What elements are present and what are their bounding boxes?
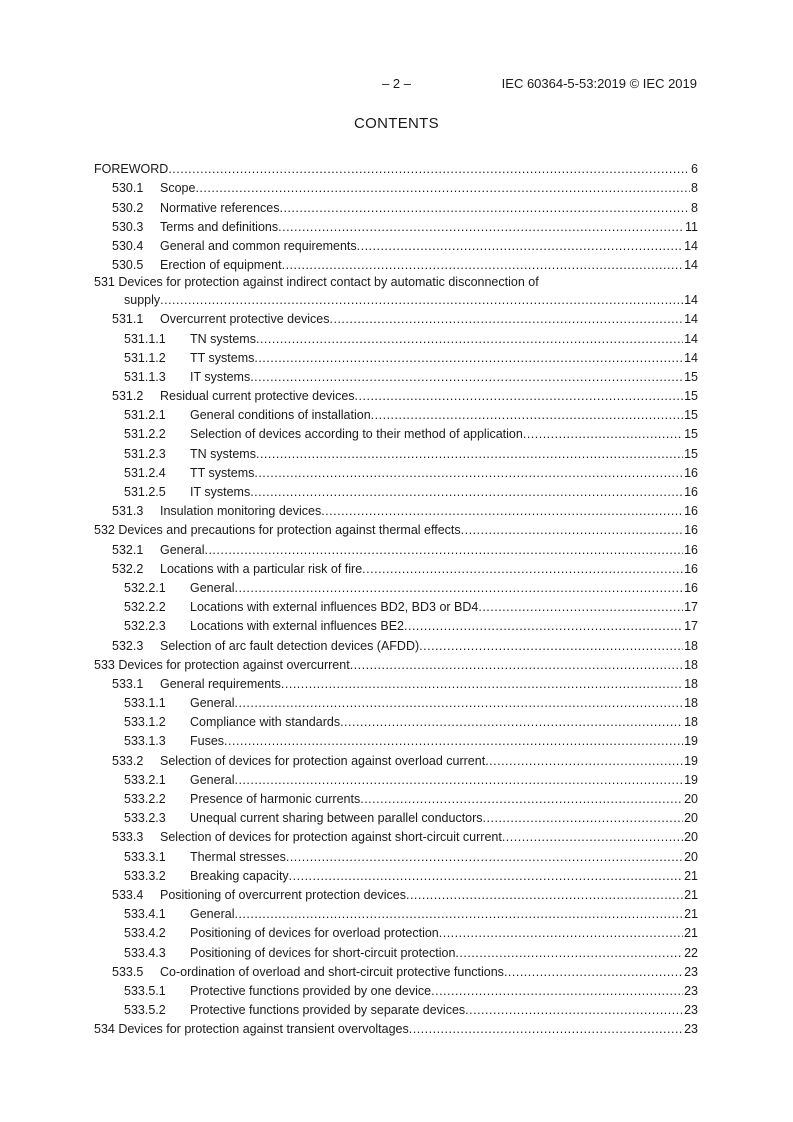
toc-section-number: 531.2.2 bbox=[124, 427, 166, 442]
toc-entry[interactable] bbox=[94, 615, 698, 634]
toc-leader-dots bbox=[278, 220, 684, 235]
toc-section-number: 530.4 bbox=[112, 238, 144, 253]
toc-section-number: 533.1.3 bbox=[124, 734, 166, 749]
toc-leader-dots bbox=[256, 447, 683, 462]
toc-page-number: 16 bbox=[684, 561, 698, 576]
toc-page-number: 14 bbox=[684, 350, 698, 365]
toc-section-number: 533.3 bbox=[112, 830, 144, 845]
toc-section-number: 533.5.2 bbox=[124, 1003, 166, 1018]
toc-page-number: 16 bbox=[684, 485, 698, 499]
toc-entry[interactable] bbox=[94, 769, 698, 788]
toc-entry-title: General and common requirements bbox=[160, 238, 357, 253]
toc-entry-title: General bbox=[190, 696, 235, 711]
toc-entry[interactable] bbox=[94, 500, 698, 519]
toc-leader-dots bbox=[461, 523, 683, 538]
toc-entry[interactable] bbox=[94, 462, 698, 481]
toc-leader-dots bbox=[465, 1003, 683, 1018]
toc-section-number: 532.2.2 bbox=[124, 600, 166, 615]
toc-leader-dots bbox=[330, 312, 684, 327]
toc-entry[interactable] bbox=[94, 749, 698, 768]
toc-leader-dots bbox=[234, 696, 683, 711]
toc-entry-title: Fuses bbox=[190, 734, 225, 749]
toc-section-number: 532.3 bbox=[112, 638, 144, 653]
toc-entry-title: TT systems bbox=[190, 465, 255, 480]
toc-leader-dots bbox=[224, 734, 683, 749]
toc-entry-title: General conditions of installation bbox=[190, 408, 371, 423]
toc-entry-title: Selection of devices for protection against short-circuit current bbox=[160, 830, 502, 845]
toc-entry-title: Locations with a particular risk of fire bbox=[160, 561, 363, 576]
toc-page-number: 21 bbox=[684, 907, 698, 922]
toc-entry[interactable] bbox=[94, 788, 698, 807]
toc-leader-dots bbox=[355, 389, 684, 404]
toc-page-number: 21 bbox=[684, 887, 698, 902]
toc-leader-dots bbox=[360, 792, 683, 807]
toc-entry-title: General requirements bbox=[160, 676, 281, 691]
toc-leader-dots bbox=[406, 888, 683, 903]
toc-page-number: 18 bbox=[684, 715, 698, 730]
toc-page-number: 19 bbox=[684, 753, 698, 768]
toc-section-number: 530.5 bbox=[112, 258, 144, 273]
toc-entry[interactable] bbox=[94, 711, 698, 730]
toc-entry[interactable] bbox=[94, 807, 698, 826]
toc-page-number: 23 bbox=[684, 983, 698, 998]
page-header bbox=[382, 76, 697, 91]
toc-page-number: 15 bbox=[684, 369, 698, 384]
toc-entry-title: Protective functions provided by separate devices bbox=[190, 1003, 466, 1018]
toc-entry[interactable] bbox=[94, 158, 698, 177]
toc-page-number: 17 bbox=[684, 600, 698, 615]
toc-entry-title: Positioning of devices for overload protection bbox=[190, 926, 439, 941]
toc-leader-dots bbox=[478, 600, 683, 615]
toc-entry[interactable] bbox=[94, 481, 698, 500]
toc-entry-title: General bbox=[190, 772, 235, 787]
toc-entry[interactable] bbox=[94, 216, 698, 235]
toc-page-number: 8 bbox=[691, 181, 698, 196]
toc-leader-dots bbox=[504, 965, 683, 980]
toc-entry-title: Selection of devices for protection against overload current bbox=[160, 753, 486, 768]
toc-leader-dots bbox=[409, 1022, 683, 1037]
toc-entry-line bbox=[94, 292, 698, 308]
toc-section-number: 532.2 bbox=[112, 561, 144, 576]
toc-section-number: 533.3.1 bbox=[124, 849, 166, 864]
toc-entry-line: 531 Devices for protection against indirect contact by automatic disconnection of bbox=[94, 275, 539, 290]
toc-section-number: 532.1 bbox=[112, 542, 144, 557]
toc-entry[interactable] bbox=[94, 654, 698, 673]
toc-entry-title: Insulation monitoring devices bbox=[160, 504, 322, 519]
toc-page-number: 16 bbox=[684, 504, 698, 519]
toc-entry-title: TN systems bbox=[190, 331, 256, 346]
toc-entry-title: Compliance with standards bbox=[190, 715, 341, 730]
toc-entry[interactable] bbox=[94, 235, 698, 254]
toc-page-number: 22 bbox=[684, 945, 698, 960]
toc-section-number: 530.1 bbox=[112, 181, 144, 196]
toc-section-number: 531.1.1 bbox=[124, 331, 166, 346]
toc-entry[interactable] bbox=[94, 538, 698, 557]
toc-entry[interactable] bbox=[94, 347, 698, 366]
toc-entry-title: supply bbox=[124, 293, 161, 308]
toc-leader-dots bbox=[160, 293, 683, 308]
toc-entry[interactable] bbox=[94, 941, 698, 960]
toc-leader-dots bbox=[289, 869, 683, 884]
toc-leader-dots bbox=[340, 715, 683, 730]
toc-leader-dots bbox=[371, 408, 683, 423]
toc-leader-dots bbox=[234, 581, 683, 596]
toc-entry-title: Breaking capacity bbox=[190, 868, 289, 883]
toc-page-number: 15 bbox=[684, 446, 698, 461]
toc-entry[interactable] bbox=[94, 1018, 698, 1037]
toc-entry-title: General bbox=[160, 542, 205, 557]
toc-entry-title: 534 Devices for protection against transient overvoltages bbox=[94, 1022, 409, 1037]
toc-page-number: 14 bbox=[684, 331, 698, 346]
toc-section-number: 531.2.4 bbox=[124, 465, 166, 480]
toc-entry[interactable] bbox=[94, 404, 698, 423]
toc-page-number: 20 bbox=[684, 792, 698, 806]
toc-leader-dots bbox=[523, 427, 683, 442]
toc-page-number: 14 bbox=[684, 293, 698, 308]
toc-entry[interactable] bbox=[94, 730, 698, 749]
toc-entry[interactable] bbox=[94, 366, 698, 385]
toc-page-number: 20 bbox=[684, 830, 698, 845]
toc-page-number: 6 bbox=[691, 162, 698, 177]
toc-page-number: 14 bbox=[684, 312, 698, 327]
toc-entry[interactable] bbox=[94, 961, 698, 980]
toc-leader-dots bbox=[281, 677, 683, 692]
toc-entry-title: Erection of equipment bbox=[160, 258, 282, 273]
toc-entry-title: TN systems bbox=[190, 446, 256, 461]
toc-entry[interactable] bbox=[94, 980, 698, 999]
toc-page-number: 8 bbox=[691, 200, 698, 215]
toc-section-number: 533.1 bbox=[112, 676, 144, 691]
toc-entry[interactable] bbox=[94, 558, 698, 577]
toc-section-number: 531.2.3 bbox=[124, 446, 166, 461]
toc-entry-title: Co-ordination of overload and short-circuit protective functions bbox=[160, 964, 504, 979]
toc-page-number: 23 bbox=[684, 1022, 698, 1037]
toc-entry[interactable] bbox=[94, 254, 698, 273]
toc-entry[interactable] bbox=[94, 596, 698, 615]
toc-entry[interactable] bbox=[94, 196, 698, 215]
toc-leader-dots bbox=[254, 351, 683, 366]
toc-page-number: 23 bbox=[684, 1003, 698, 1018]
toc-entry-title: Locations with external influences BD2, BD3 or BD4 bbox=[190, 600, 479, 615]
toc-section-number: 531.2.5 bbox=[124, 485, 166, 499]
toc-leader-dots bbox=[455, 946, 683, 961]
toc-entry-title: Positioning of overcurrent protection devices bbox=[160, 887, 406, 902]
toc-entry-title: Positioning of devices for short-circuit protection bbox=[190, 945, 456, 960]
toc-entry[interactable] bbox=[94, 177, 698, 196]
toc-page-number: 18 bbox=[684, 638, 698, 653]
toc-entry[interactable] bbox=[94, 634, 698, 653]
toc-leader-dots bbox=[439, 926, 683, 941]
toc-leader-dots bbox=[250, 485, 683, 500]
toc-section-number: 530.3 bbox=[112, 219, 144, 234]
toc-page-number: 15 bbox=[684, 389, 698, 404]
toc-page-number: 19 bbox=[684, 772, 698, 787]
toc-entry[interactable] bbox=[94, 826, 698, 845]
toc-page-number: 14 bbox=[684, 258, 698, 273]
toc-page-number: 19 bbox=[684, 734, 698, 749]
toc-entry[interactable] bbox=[94, 903, 698, 922]
toc-entry[interactable] bbox=[94, 327, 698, 346]
toc-leader-dots bbox=[362, 562, 683, 577]
toc-entry-title: General bbox=[190, 580, 235, 595]
toc-page-number: 14 bbox=[684, 238, 698, 253]
table-of-contents bbox=[94, 158, 698, 1037]
toc-entry[interactable] bbox=[94, 519, 698, 538]
toc-leader-dots bbox=[250, 370, 683, 385]
toc-leader-dots bbox=[204, 543, 683, 558]
toc-leader-dots bbox=[234, 907, 683, 922]
toc-entry-title: Presence of harmonic currents bbox=[190, 792, 361, 806]
toc-page-number: 17 bbox=[684, 619, 698, 634]
toc-page-number: 20 bbox=[684, 811, 698, 826]
toc-leader-dots bbox=[357, 239, 683, 254]
toc-entry-title: IT systems bbox=[190, 369, 251, 384]
toc-entry-title: Terms and definitions bbox=[160, 219, 279, 234]
toc-page-number: 11 bbox=[685, 219, 698, 234]
toc-section-number: 533.4.2 bbox=[124, 926, 166, 941]
toc-entry[interactable] bbox=[94, 922, 698, 941]
toc-page-number: 15 bbox=[684, 427, 698, 442]
toc-section-number: 533.5 bbox=[112, 964, 144, 979]
toc-leader-dots bbox=[168, 162, 690, 177]
toc-page-number: 21 bbox=[684, 868, 698, 883]
toc-section-number: 533.2 bbox=[112, 753, 144, 768]
toc-section-number: 531.1.3 bbox=[124, 369, 166, 384]
toc-entry[interactable] bbox=[94, 442, 698, 461]
toc-entry[interactable] bbox=[94, 692, 698, 711]
toc-page-number: 16 bbox=[684, 542, 698, 557]
page-title: CONTENTS bbox=[354, 115, 439, 132]
toc-section-number: 531.1 bbox=[112, 312, 144, 327]
toc-entry[interactable] bbox=[94, 865, 698, 884]
toc-section-number: 533.2.1 bbox=[124, 772, 166, 787]
toc-section-number: 533.1.1 bbox=[124, 696, 166, 711]
toc-leader-dots bbox=[280, 201, 691, 216]
toc-entry[interactable] bbox=[94, 673, 698, 692]
toc-section-number: 533.5.1 bbox=[124, 983, 166, 998]
toc-entry-title: TT systems bbox=[190, 350, 255, 365]
toc-entry-title: Locations with external influences BE2 bbox=[190, 619, 405, 634]
toc-entry[interactable] bbox=[94, 577, 698, 596]
toc-entry-title: Protective functions provided by one device bbox=[190, 983, 432, 998]
document-id: IEC 60364-5-53:2019 © IEC 2019 bbox=[501, 76, 697, 91]
toc-section-number: 533.4.1 bbox=[124, 907, 166, 922]
toc-leader-dots bbox=[502, 830, 683, 845]
toc-page-number: 18 bbox=[684, 657, 698, 672]
toc-page-number: 23 bbox=[684, 964, 698, 979]
toc-page-number: 18 bbox=[684, 696, 698, 711]
toc-entry-title: General bbox=[190, 907, 235, 922]
toc-section-number: 531.2.1 bbox=[124, 408, 166, 423]
toc-leader-dots bbox=[234, 773, 683, 788]
toc-section-number: 531.2 bbox=[112, 389, 144, 404]
toc-leader-dots bbox=[404, 619, 683, 634]
toc-leader-dots bbox=[419, 639, 683, 654]
toc-entry[interactable] bbox=[94, 884, 698, 903]
toc-section-number: 533.2.2 bbox=[124, 792, 166, 806]
toc-entry-title: Unequal current sharing between parallel conductors bbox=[190, 811, 483, 826]
toc-leader-dots bbox=[286, 850, 683, 865]
page-number: – 2 – bbox=[382, 76, 411, 91]
toc-entry-title: Residual current protective devices bbox=[160, 389, 355, 404]
toc-page-number: 15 bbox=[684, 408, 698, 423]
toc-entry-title: FOREWORD bbox=[94, 162, 169, 177]
toc-entry-title: 533 Devices for protection against overcurrent bbox=[94, 657, 350, 672]
toc-entry-title: Scope bbox=[160, 181, 196, 196]
toc-section-number: 531.3 bbox=[112, 504, 144, 519]
toc-leader-dots bbox=[483, 811, 684, 826]
toc-section-number: 531.1.2 bbox=[124, 350, 166, 365]
toc-leader-dots bbox=[485, 754, 683, 769]
toc-section-number: 533.4.3 bbox=[124, 945, 166, 960]
toc-leader-dots bbox=[321, 504, 683, 519]
toc-page-number: 16 bbox=[684, 465, 698, 480]
toc-leader-dots bbox=[195, 181, 690, 196]
toc-entry[interactable] bbox=[94, 308, 698, 327]
toc-leader-dots bbox=[254, 466, 683, 481]
toc-section-number: 533.2.3 bbox=[124, 811, 166, 826]
toc-entry-title: 532 Devices and precautions for protection against thermal effects bbox=[94, 523, 461, 538]
toc-entry-title: Selection of devices according to their method of application bbox=[190, 427, 523, 442]
toc-entry[interactable] bbox=[94, 385, 698, 404]
toc-entry[interactable] bbox=[94, 845, 698, 864]
toc-page-number: 21 bbox=[684, 926, 698, 941]
toc-entry-title: Selection of arc fault detection devices (AFDD) bbox=[160, 638, 420, 653]
toc-section-number: 533.4 bbox=[112, 887, 144, 902]
toc-entry-title: IT systems bbox=[190, 485, 251, 499]
toc-leader-dots bbox=[256, 332, 683, 347]
toc-page-number: 16 bbox=[684, 523, 698, 538]
toc-section-number: 530.2 bbox=[112, 200, 144, 215]
toc-section-number: 533.3.2 bbox=[124, 868, 166, 883]
toc-entry[interactable] bbox=[94, 999, 698, 1018]
toc-section-number: 532.2.1 bbox=[124, 580, 166, 595]
toc-page-number: 16 bbox=[684, 580, 698, 595]
toc-section-number: 532.2.3 bbox=[124, 619, 166, 634]
toc-leader-dots bbox=[282, 258, 683, 273]
toc-entry-title: Thermal stresses bbox=[190, 849, 286, 864]
toc-leader-dots bbox=[350, 658, 683, 673]
toc-page-number: 20 bbox=[684, 849, 698, 864]
toc-entry[interactable] bbox=[94, 423, 698, 442]
toc-section-number: 533.1.2 bbox=[124, 715, 166, 730]
toc-leader-dots bbox=[431, 984, 683, 999]
toc-page-number: 18 bbox=[684, 676, 698, 691]
toc-entry[interactable] bbox=[94, 273, 698, 308]
toc-entry-title: Normative references bbox=[160, 200, 280, 215]
toc-entry-title: Overcurrent protective devices bbox=[160, 312, 330, 327]
